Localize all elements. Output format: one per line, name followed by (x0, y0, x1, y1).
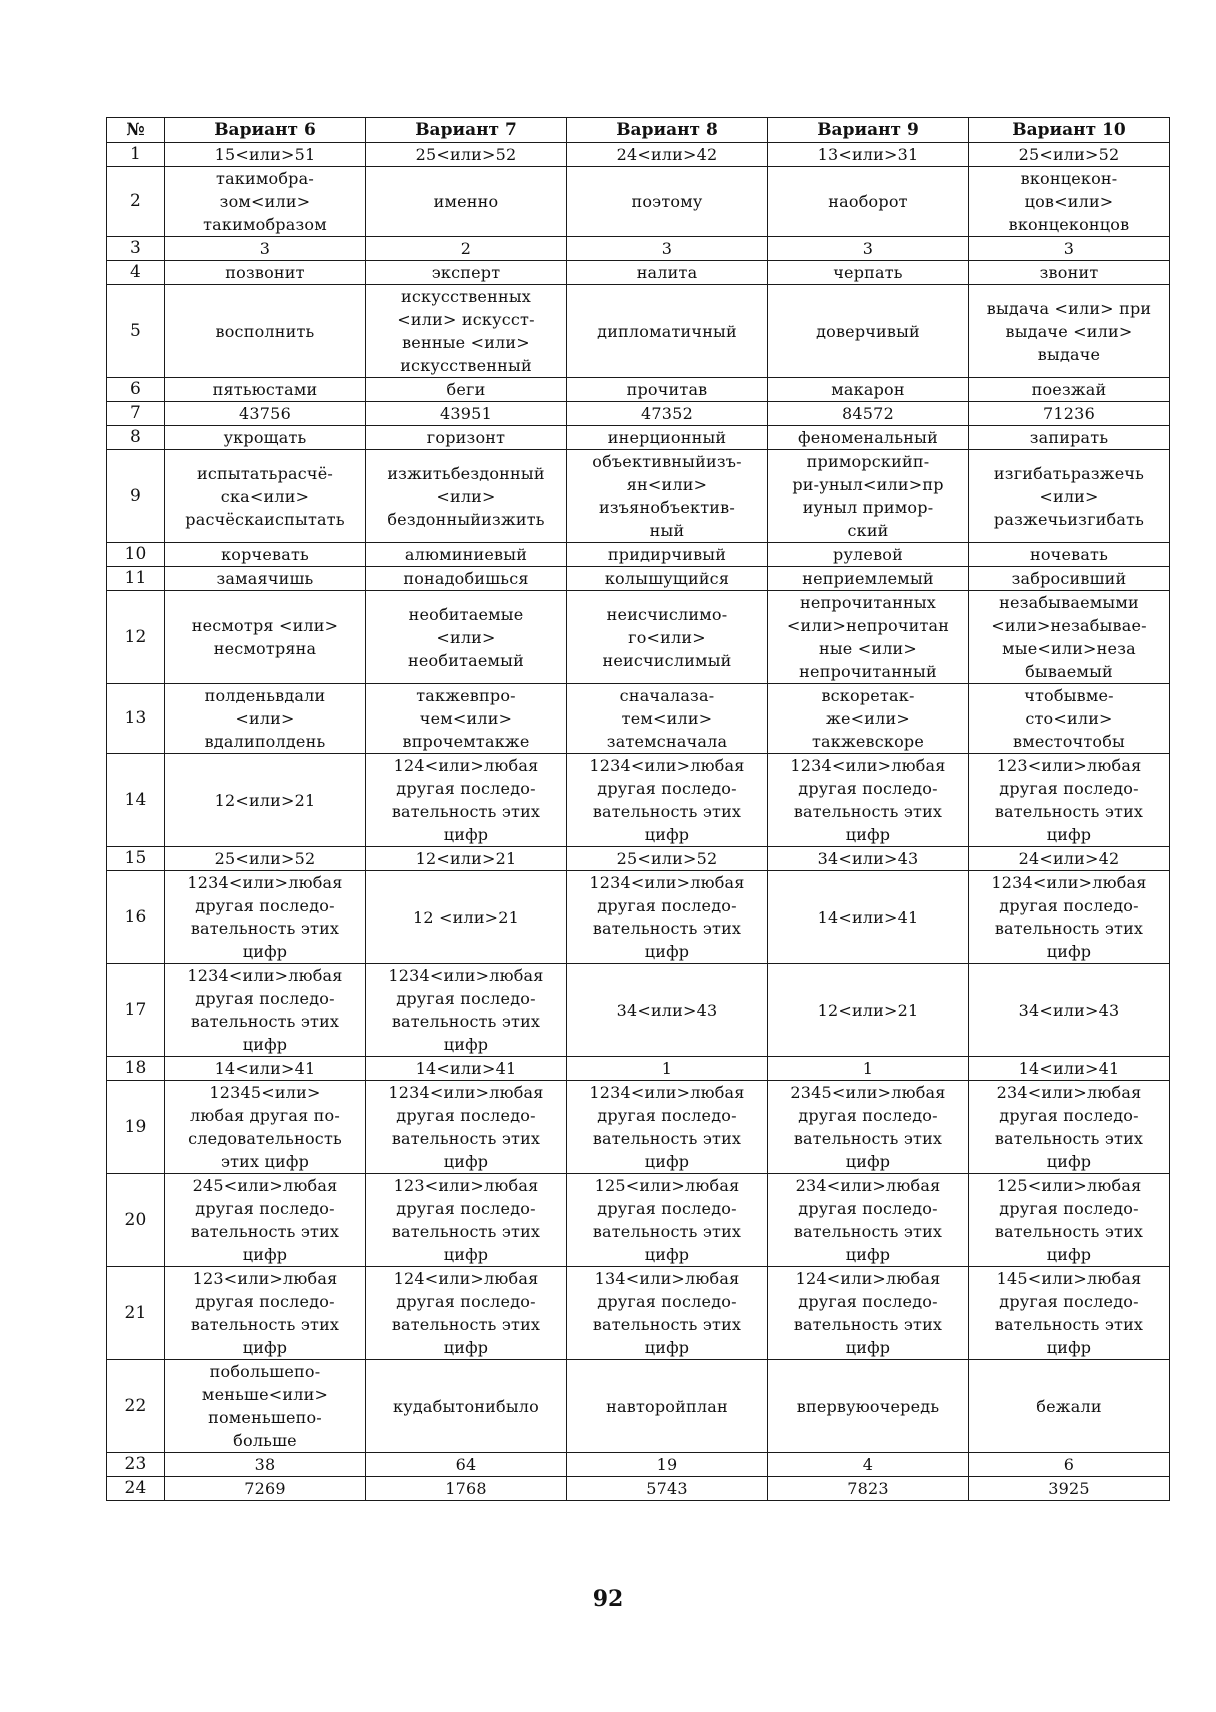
answer-cell: 3925 (969, 1477, 1170, 1501)
answer-cell: 43951 (366, 402, 567, 426)
answer-cell: 125<или>любая другая последо- вательность этих цифр (969, 1174, 1170, 1267)
answer-cell: доверчивый (768, 285, 969, 378)
answer-cell: понадобишься (366, 567, 567, 591)
answer-cell: наоборот (768, 167, 969, 237)
answer-cell: 12345<или> любая другая по- следовательность этих цифр (165, 1081, 366, 1174)
answer-cell: алюминиевый (366, 543, 567, 567)
table-row (107, 167, 1170, 237)
answer-cell: забросивший (969, 567, 1170, 591)
answer-cell: 25<или>52 (165, 847, 366, 871)
row-number: 23 (107, 1453, 165, 1477)
row-number: 9 (107, 450, 165, 543)
table-row (107, 1081, 1170, 1174)
answer-cell: 64 (366, 1453, 567, 1477)
answer-cell: 7823 (768, 1477, 969, 1501)
answer-cell: навторойплан (567, 1360, 768, 1453)
row-number: 20 (107, 1174, 165, 1267)
answer-cell: звонит (969, 261, 1170, 285)
table-row (107, 1267, 1170, 1360)
answer-cell: необитаемые <или> необитаемый (366, 591, 567, 684)
answer-cell: 3 (969, 237, 1170, 261)
answer-cell: 14<или>41 (969, 1057, 1170, 1081)
row-number: 2 (107, 167, 165, 237)
answer-cell: незабываемыми <или>незабывае- мые<или>неза бываемый (969, 591, 1170, 684)
answer-cell: приморскийп- ри-уныл<или>пр иуныл примор- ский (768, 450, 969, 543)
row-number: 19 (107, 1081, 165, 1174)
answer-cell: бежали (969, 1360, 1170, 1453)
row-number: 7 (107, 402, 165, 426)
answer-cell: 34<или>43 (768, 847, 969, 871)
answer-cell: 7269 (165, 1477, 366, 1501)
row-number: 22 (107, 1360, 165, 1453)
answer-cell: рулевой (768, 543, 969, 567)
answer-cell: объективныйизъ- ян<или> изъянобъектив- ный (567, 450, 768, 543)
answer-cell: 1234<или>любая другая последо- вательность этих цифр (567, 1081, 768, 1174)
answer-cell: укрощать (165, 426, 366, 450)
answer-cell: такимобра- зом<или> такимобразом (165, 167, 366, 237)
answer-cell: 25<или>52 (969, 143, 1170, 167)
table-row (107, 1174, 1170, 1267)
row-number: 24 (107, 1477, 165, 1501)
answer-cell: 25<или>52 (366, 143, 567, 167)
answer-cell: 1234<или>любая другая последо- вательность этих цифр (366, 964, 567, 1057)
answer-cell: сначалаза- тем<или> затемсначала (567, 684, 768, 754)
row-number: 11 (107, 567, 165, 591)
answer-cell: 12<или>21 (366, 847, 567, 871)
answer-cell: 3 (165, 237, 366, 261)
answer-cell: 13<или>31 (768, 143, 969, 167)
table-row (107, 1057, 1170, 1081)
answer-cell: 15<или>51 (165, 143, 366, 167)
answer-cell: поэтому (567, 167, 768, 237)
answer-cell: 123<или>любая другая последо- вательность этих цифр (969, 754, 1170, 847)
row-number: 17 (107, 964, 165, 1057)
table-row (107, 143, 1170, 167)
answer-cell: 3 (768, 237, 969, 261)
answer-cell: именно (366, 167, 567, 237)
table-row (107, 871, 1170, 964)
answer-cell: 84572 (768, 402, 969, 426)
table-row (107, 591, 1170, 684)
table-header-row (107, 118, 1170, 143)
answer-cell: 14<или>41 (165, 1057, 366, 1081)
answer-key-table (106, 117, 1170, 1501)
table-row (107, 847, 1170, 871)
answer-cell: 145<или>любая другая последо- вательность этих цифр (969, 1267, 1170, 1360)
answer-cell: горизонт (366, 426, 567, 450)
answer-cell: чтобывме- сто<или> вместочтобы (969, 684, 1170, 754)
table-row (107, 285, 1170, 378)
answer-cell: 123<или>любая другая последо- вательность этих цифр (366, 1174, 567, 1267)
row-number: 12 (107, 591, 165, 684)
answer-cell: 1234<или>любая другая последо- вательность этих цифр (969, 871, 1170, 964)
answer-cell: позвонит (165, 261, 366, 285)
page-number: 92 (592, 1586, 624, 1612)
answer-cell: 1 (567, 1057, 768, 1081)
answer-cell: 1234<или>любая другая последо- вательность этих цифр (567, 871, 768, 964)
answer-cell: кудабытонибыло (366, 1360, 567, 1453)
answer-cell: несмотря <или> несмотряна (165, 591, 366, 684)
answer-cell: поезжай (969, 378, 1170, 402)
answer-cell: пятьюстами (165, 378, 366, 402)
row-number: 21 (107, 1267, 165, 1360)
answer-cell: вконцекон- цов<или> вконцеконцов (969, 167, 1170, 237)
answer-cell: 14<или>41 (366, 1057, 567, 1081)
answer-cell: 1768 (366, 1477, 567, 1501)
row-number: 3 (107, 237, 165, 261)
table-row (107, 684, 1170, 754)
answer-cell: 124<или>любая другая последо- вательность этих цифр (768, 1267, 969, 1360)
answer-cell: впервуюочередь (768, 1360, 969, 1453)
row-number: 14 (107, 754, 165, 847)
answer-cell: 1 (768, 1057, 969, 1081)
answer-cell: 12 <или>21 (366, 871, 567, 964)
table-row (107, 543, 1170, 567)
table-row (107, 261, 1170, 285)
answer-cell: вскоретак- же<или> такжевскоре (768, 684, 969, 754)
answer-cell: 5743 (567, 1477, 768, 1501)
answer-cell: 3 (567, 237, 768, 261)
answer-cell: 2 (366, 237, 567, 261)
answer-cell: 1234<или>любая другая последо- вательность этих цифр (165, 964, 366, 1057)
answer-cell: придирчивый (567, 543, 768, 567)
answer-cell: 124<или>любая другая последо- вательность этих цифр (366, 1267, 567, 1360)
header-variant-9: Вариант 9 (768, 118, 969, 143)
answer-cell: 245<или>любая другая последо- вательность этих цифр (165, 1174, 366, 1267)
row-number: 4 (107, 261, 165, 285)
row-number: 15 (107, 847, 165, 871)
answer-cell: выдача <или> при выдаче <или> выдаче (969, 285, 1170, 378)
answer-cell: 71236 (969, 402, 1170, 426)
answer-cell: черпать (768, 261, 969, 285)
answer-cell: 14<или>41 (768, 871, 969, 964)
answer-cell: запирать (969, 426, 1170, 450)
header-variant-8: Вариант 8 (567, 118, 768, 143)
answer-cell: 125<или>любая другая последо- вательность этих цифр (567, 1174, 768, 1267)
row-number: 18 (107, 1057, 165, 1081)
row-number: 6 (107, 378, 165, 402)
answer-cell: 1234<или>любая другая последо- вательность этих цифр (366, 1081, 567, 1174)
row-number: 5 (107, 285, 165, 378)
answer-cell: 234<или>любая другая последо- вательность этих цифр (768, 1174, 969, 1267)
answer-cell: 19 (567, 1453, 768, 1477)
table-row (107, 754, 1170, 847)
answer-cell: 24<или>42 (567, 143, 768, 167)
answer-cell: 24<или>42 (969, 847, 1170, 871)
answer-cell: восполнить (165, 285, 366, 378)
answer-cell: 12<или>21 (768, 964, 969, 1057)
answer-cell: эксперт (366, 261, 567, 285)
answer-cell: 34<или>43 (969, 964, 1170, 1057)
answer-cell: 4 (768, 1453, 969, 1477)
answer-cell: непрочитанных <или>непрочитан ные <или> непрочитанный (768, 591, 969, 684)
answer-cell: неисчислимо- го<или> неисчислимый (567, 591, 768, 684)
answer-cell: 34<или>43 (567, 964, 768, 1057)
answer-cell: беги (366, 378, 567, 402)
answer-cell: испытатьрасчё- ска<или> расчёскаиспытать (165, 450, 366, 543)
table-body (107, 143, 1170, 1501)
answer-cell: изгибатьразжечь <или> разжечьизгибать (969, 450, 1170, 543)
table-row (107, 1477, 1170, 1501)
row-number: 10 (107, 543, 165, 567)
answer-cell: 1234<или>любая другая последо- вательность этих цифр (768, 754, 969, 847)
answer-cell: 124<или>любая другая последо- вательность этих цифр (366, 754, 567, 847)
answer-cell: 47352 (567, 402, 768, 426)
answer-cell: колышущийся (567, 567, 768, 591)
answer-cell: 1234<или>любая другая последо- вательность этих цифр (165, 871, 366, 964)
table-row (107, 237, 1170, 261)
answer-cell: полденьвдали <или> вдалиполдень (165, 684, 366, 754)
answer-cell: 25<или>52 (567, 847, 768, 871)
answer-cell: 234<или>любая другая последо- вательность этих цифр (969, 1081, 1170, 1174)
answer-cell: корчевать (165, 543, 366, 567)
answer-cell: искусственных <или> искусст- венные <или> искусственный (366, 285, 567, 378)
answer-cell: прочитав (567, 378, 768, 402)
header-variant-6: Вариант 6 (165, 118, 366, 143)
answer-cell: такжевпро- чем<или> впрочемтакже (366, 684, 567, 754)
answer-cell: 123<или>любая другая последо- вательность этих цифр (165, 1267, 366, 1360)
answer-cell: побольшепо- меньше<или> поменьшепо- больше (165, 1360, 366, 1453)
answer-cell: замаячишь (165, 567, 366, 591)
answer-cell: налита (567, 261, 768, 285)
answer-cell: 6 (969, 1453, 1170, 1477)
answer-cell: инерционный (567, 426, 768, 450)
table-row (107, 426, 1170, 450)
answer-cell: дипломатичный (567, 285, 768, 378)
answer-cell: макарон (768, 378, 969, 402)
answer-cell: 12<или>21 (165, 754, 366, 847)
table-row (107, 964, 1170, 1057)
table-row (107, 1453, 1170, 1477)
table-row (107, 450, 1170, 543)
header-variant-7: Вариант 7 (366, 118, 567, 143)
answer-cell: изжитьбездонный <или> бездонныйизжить (366, 450, 567, 543)
table-row (107, 1360, 1170, 1453)
row-number: 13 (107, 684, 165, 754)
header-number: № (107, 118, 165, 143)
table-row (107, 378, 1170, 402)
answer-cell: 1234<или>любая другая последо- вательность этих цифр (567, 754, 768, 847)
row-number: 1 (107, 143, 165, 167)
table-row (107, 567, 1170, 591)
answer-cell: 134<или>любая другая последо- вательность этих цифр (567, 1267, 768, 1360)
answer-cell: 38 (165, 1453, 366, 1477)
answer-cell: 2345<или>любая другая последо- вательность этих цифр (768, 1081, 969, 1174)
answer-cell: феноменальный (768, 426, 969, 450)
answer-cell: 43756 (165, 402, 366, 426)
header-variant-10: Вариант 10 (969, 118, 1170, 143)
row-number: 16 (107, 871, 165, 964)
row-number: 8 (107, 426, 165, 450)
table-row (107, 402, 1170, 426)
answer-cell: ночевать (969, 543, 1170, 567)
answer-cell: неприемлемый (768, 567, 969, 591)
